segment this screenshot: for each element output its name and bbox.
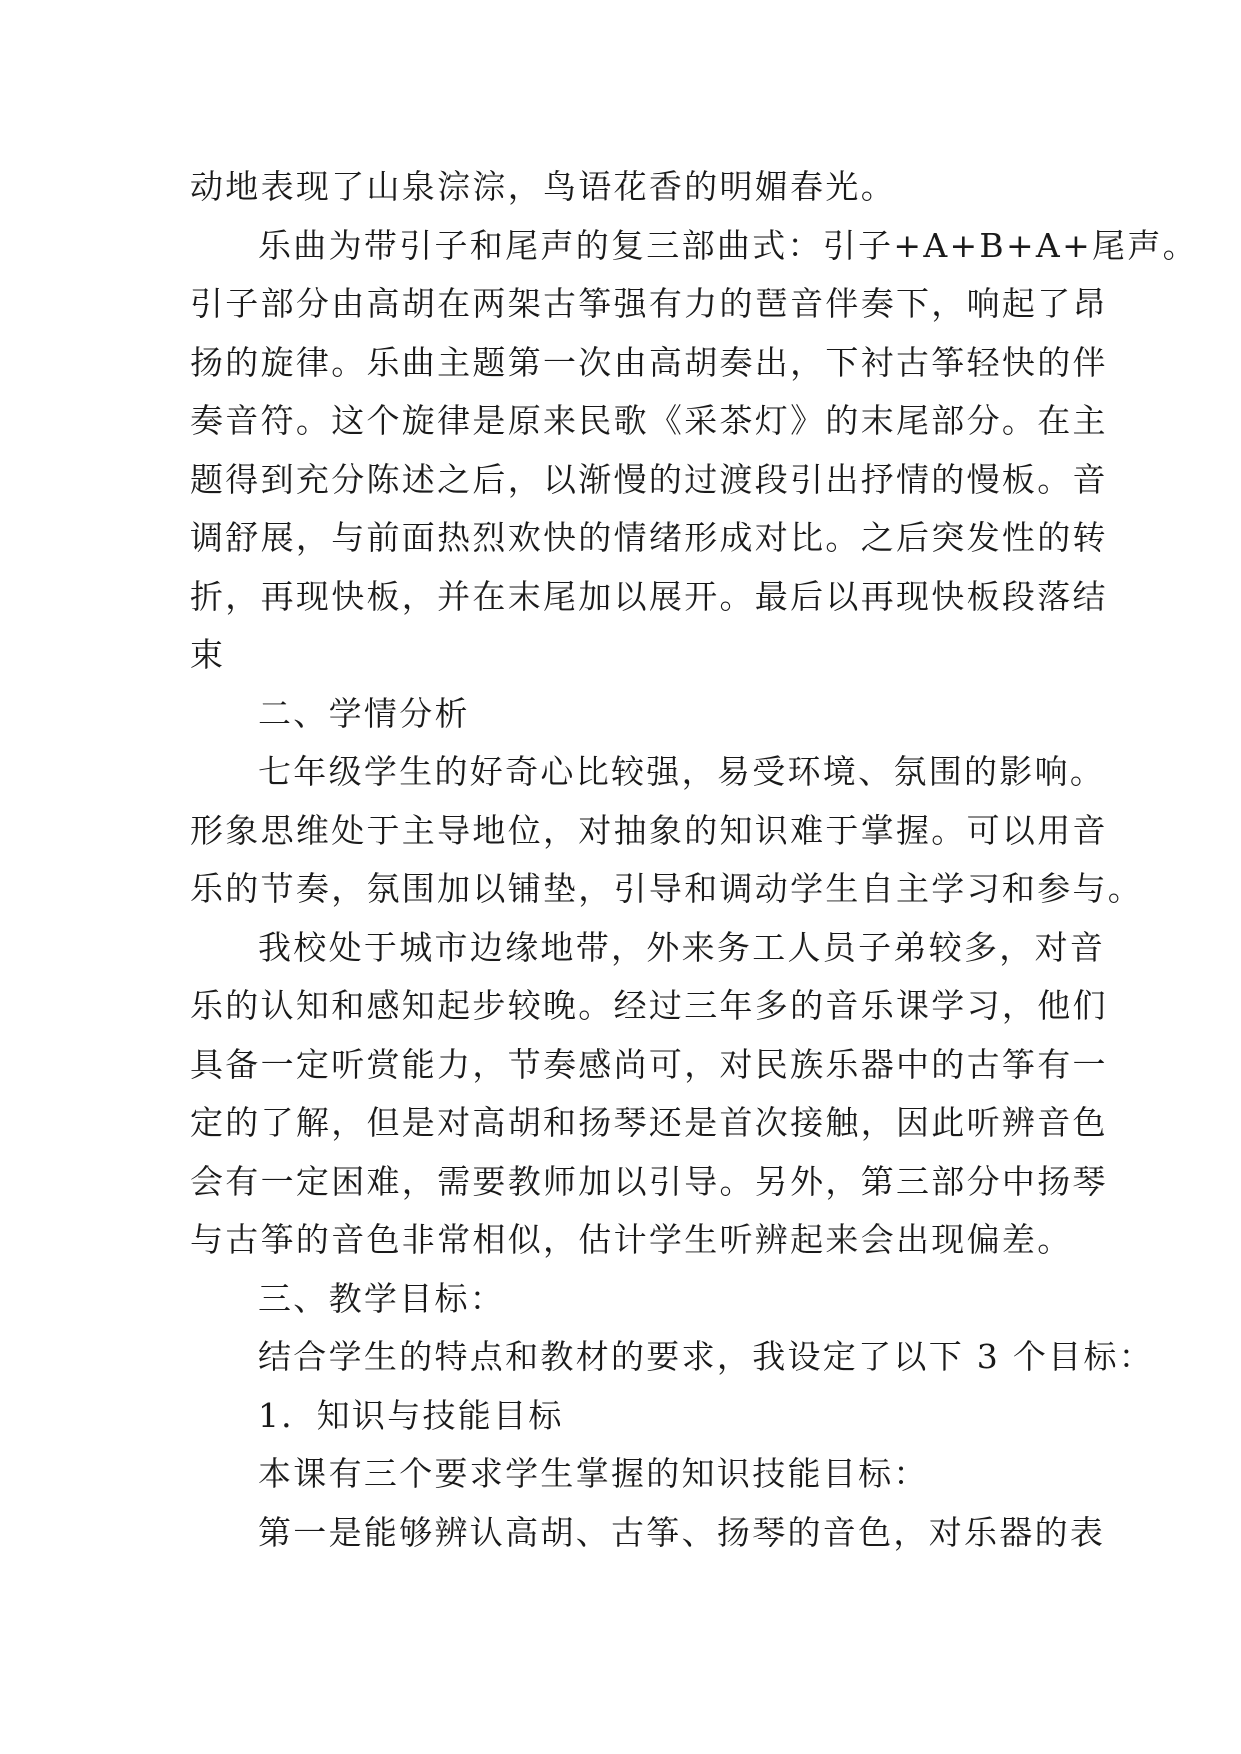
text-line: 束 bbox=[190, 635, 226, 674]
text-line: 动地表现了山泉淙淙，鸟语花香的明媚春光。 bbox=[190, 167, 896, 206]
body-text bbox=[190, 158, 1198, 1562]
text-line: 七年级学生的好奇心比较强，易受环境、氛围的影响。 bbox=[258, 752, 1106, 791]
text-line: 会有一定困难，需要教师加以引导。另外，第三部分中扬琴 bbox=[190, 1161, 1108, 1201]
text-line: 具备一定听赏能力，节奏感尚可，对民族乐器中的古筝有一 bbox=[190, 1044, 1108, 1084]
text-line: 乐曲为带引子和尾声的复三部曲式：引子+A+B+A+尾声。 bbox=[258, 225, 1198, 265]
text-line: 题得到充分陈述之后，以渐慢的过渡段引出抒情的慢板。音 bbox=[190, 459, 1108, 499]
text-line: 折，再现快板，并在末尾加以展开。最后以再现快板段落结 bbox=[190, 576, 1108, 616]
text-line: 形象思维处于主导地位，对抽象的知识难于掌握。可以用音 bbox=[190, 810, 1108, 850]
text-line: 扬的旋律。乐曲主题第一次由高胡奏出，下衬古筝轻快的伴 bbox=[190, 342, 1108, 382]
text-line: 奏音符。这个旋律是原来民歌《采茶灯》的末尾部分。在主 bbox=[190, 401, 1108, 440]
section-heading: 二、学情分析 bbox=[258, 693, 470, 733]
text-line: 第一是能够辨认高胡、古筝、扬琴的音色，对乐器的表 bbox=[258, 1512, 1106, 1552]
text-line: 定的了解，但是对高胡和扬琴还是首次接触，因此听辨音色 bbox=[190, 1103, 1108, 1142]
text-line: 引子部分由高胡在两架古筝强有力的琶音伴奏下，响起了昂 bbox=[190, 284, 1108, 323]
text-line: 与古筝的音色非常相似，估计学生听辨起来会出现偏差。 bbox=[190, 1220, 1073, 1259]
text-line: 调舒展，与前面热烈欢快的情绪形成对比。之后突发性的转 bbox=[190, 518, 1108, 557]
subsection-heading: 1．知识与技能目标 bbox=[258, 1395, 564, 1435]
text-line: 乐的认知和感知起步较晚。经过三年多的音乐课学习，他们 bbox=[190, 986, 1108, 1025]
text-line: 本课有三个要求学生掌握的知识技能目标： bbox=[258, 1454, 929, 1493]
text-line: 乐的节奏，氛围加以铺垫，引导和调动学生自主学习和参与。 bbox=[190, 869, 1144, 908]
text-line: 我校处于城市边缘地带，外来务工人员子弟较多，对音 bbox=[258, 927, 1106, 967]
text-line: 结合学生的特点和教材的要求，我设定了以下 3 个目标： bbox=[258, 1337, 1155, 1376]
section-heading: 三、教学目标： bbox=[258, 1278, 506, 1318]
